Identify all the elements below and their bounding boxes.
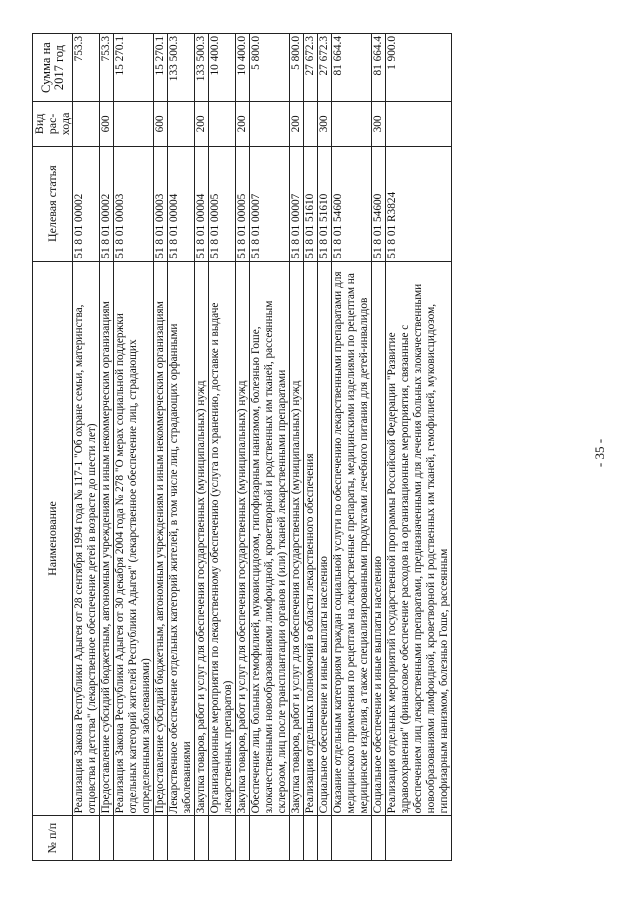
row-sum-cell: 27 672.3 bbox=[318, 34, 332, 102]
table-row bbox=[154, 34, 168, 861]
row-num-cell bbox=[290, 816, 304, 861]
row-num-cell bbox=[236, 816, 250, 861]
table-row bbox=[209, 34, 236, 861]
row-sum-cell: 10 400.0 bbox=[209, 34, 236, 102]
row-vid-cell: 600 bbox=[154, 102, 168, 147]
row-num-cell bbox=[332, 816, 372, 861]
row-name-cell: Реализация Закона Республики Адыгея от 30 декабря 2004 года № 278 "О мерах социальной поддержки отдельных категорий жителей Республики Адыгея" (лекарственное обеспечение лиц, страдающих определенными заболеваниями) bbox=[114, 261, 154, 816]
row-code-cell: 51 8 01 00002 bbox=[100, 146, 114, 261]
row-code-cell: 51 8 01 00005 bbox=[209, 146, 236, 261]
row-vid-cell bbox=[332, 102, 372, 147]
row-num-cell bbox=[304, 816, 318, 861]
row-sum-cell: 15 270.1 bbox=[114, 34, 154, 102]
header-num: № п/п bbox=[33, 816, 73, 861]
row-sum-cell: 27 672.3 bbox=[304, 34, 318, 102]
table-row bbox=[304, 34, 318, 861]
row-name-cell: Реализация отдельных полномочий в области лекарственного обеспечения bbox=[304, 261, 318, 816]
row-name-cell: Социальное обеспечение и иные выплаты населению bbox=[318, 261, 332, 816]
row-num-cell bbox=[154, 816, 168, 861]
table-body bbox=[73, 34, 452, 861]
row-vid-cell bbox=[250, 102, 290, 147]
row-sum-cell: 81 664.4 bbox=[332, 34, 372, 102]
row-vid-cell bbox=[168, 102, 195, 147]
header-vid: Вид рас- хода bbox=[33, 102, 73, 147]
page-number: - 35 - bbox=[592, 438, 607, 468]
row-name-cell: Предоставление субсидий бюджетным, автономным учреждениям и иным некоммерческим организациям bbox=[100, 261, 114, 816]
row-name-cell: Закупка товаров, работ и услуг для обеспечения государственных (муниципальных) нужд bbox=[236, 261, 250, 816]
table-row bbox=[332, 34, 372, 861]
row-sum-cell: 1 900.0 bbox=[386, 34, 452, 102]
table-row bbox=[290, 34, 304, 861]
header-name: Наименование bbox=[33, 261, 73, 816]
row-name-cell: Реализация Закона Республики Адыгея от 28 сентября 1994 года № 117-1 "Об охране семьи, материнства, отцовства и детства" (лекарственное обеспечение детей в возрасте до шести лет) bbox=[73, 261, 100, 816]
row-vid-cell: 300 bbox=[372, 102, 386, 147]
header-sum: Сумма на 2017 год bbox=[33, 34, 73, 102]
table-row bbox=[114, 34, 154, 861]
row-sum-cell: 15 270.1 bbox=[154, 34, 168, 102]
row-vid-cell: 200 bbox=[236, 102, 250, 147]
budget-table bbox=[32, 33, 452, 861]
row-code-cell: 51 8 01 54600 bbox=[332, 146, 372, 261]
row-name-cell: Оказание отдельным категориям граждан социальной услуги по обеспечению лекарственными препаратами для медицинского применения по рецептам на лекарственные препараты, медицинскими изделиями по рецептам на медицинские изделия, а также специализированными продуктами лечебного питания для детей-инвалидов bbox=[332, 261, 372, 816]
row-code-cell: 51 8 01 R3824 bbox=[386, 146, 452, 261]
row-num-cell bbox=[318, 816, 332, 861]
row-num-cell bbox=[195, 816, 209, 861]
row-name-cell: Социальное обеспечение и иные выплаты населению bbox=[372, 261, 386, 816]
header-code: Целевая статья bbox=[33, 146, 73, 261]
row-vid-cell bbox=[114, 102, 154, 147]
table-row bbox=[73, 34, 100, 861]
table-row bbox=[195, 34, 209, 861]
row-num-cell bbox=[386, 816, 452, 861]
row-num-cell bbox=[100, 816, 114, 861]
row-num-cell bbox=[168, 816, 195, 861]
row-code-cell: 51 8 01 51610 bbox=[318, 146, 332, 261]
row-num-cell bbox=[209, 816, 236, 861]
row-sum-cell: 10 400.0 bbox=[236, 34, 250, 102]
row-code-cell: 51 8 01 00004 bbox=[168, 146, 195, 261]
row-sum-cell: 133 500.3 bbox=[168, 34, 195, 102]
row-vid-cell: 300 bbox=[318, 102, 332, 147]
row-vid-cell bbox=[209, 102, 236, 147]
row-num-cell bbox=[372, 816, 386, 861]
table-row bbox=[100, 34, 114, 861]
table-row bbox=[318, 34, 332, 861]
row-num-cell bbox=[250, 816, 290, 861]
row-vid-cell: 200 bbox=[290, 102, 304, 147]
row-sum-cell: 753.3 bbox=[73, 34, 100, 102]
row-code-cell: 51 8 01 00007 bbox=[290, 146, 304, 261]
row-vid-cell bbox=[386, 102, 452, 147]
row-code-cell: 51 8 01 51610 bbox=[304, 146, 318, 261]
table-row bbox=[386, 34, 452, 861]
row-code-cell: 51 8 01 00005 bbox=[236, 146, 250, 261]
row-code-cell: 51 8 01 54600 bbox=[372, 146, 386, 261]
row-code-cell: 51 8 01 00003 bbox=[154, 146, 168, 261]
row-name-cell: Лекарственное обеспечение отдельных категорий жителей, в том числе лиц, страдающих орфанными заболеваниями bbox=[168, 261, 195, 816]
row-code-cell: 51 8 01 00004 bbox=[195, 146, 209, 261]
table-row bbox=[250, 34, 290, 861]
row-code-cell: 51 8 01 00003 bbox=[114, 146, 154, 261]
row-vid-cell bbox=[73, 102, 100, 147]
row-sum-cell: 5 800.0 bbox=[250, 34, 290, 102]
row-code-cell: 51 8 01 00002 bbox=[73, 146, 100, 261]
row-num-cell bbox=[114, 816, 154, 861]
row-name-cell: Обеспечение лиц, больных гемофилией, муковисцидозом, гипофизарным нанизмом, болезнью Гоше, злокачественными новообразованиями лимфоидной, кроветворной и родственных им тканей, рассеянным склерозом, лиц после трансплантации органов и (или) тканей лекарственными препаратами bbox=[250, 261, 290, 816]
row-vid-cell bbox=[304, 102, 318, 147]
row-name-cell: Предоставление субсидий бюджетным, автономным учреждениям и иным некоммерческим организациям bbox=[154, 261, 168, 816]
row-name-cell: Закупка товаров, работ и услуг для обеспечения государственных (муниципальных) нужд bbox=[290, 261, 304, 816]
table-header-row bbox=[33, 34, 73, 861]
row-vid-cell: 600 bbox=[100, 102, 114, 147]
row-code-cell: 51 8 01 00007 bbox=[250, 146, 290, 261]
table-row bbox=[168, 34, 195, 861]
table-row bbox=[372, 34, 386, 861]
row-name-cell: Организационные мероприятия по лекарственному обеспечению (услуга по хранению, доставке и выдаче лекарственных препаратов) bbox=[209, 261, 236, 816]
row-sum-cell: 753.3 bbox=[100, 34, 114, 102]
row-sum-cell: 133 500.3 bbox=[195, 34, 209, 102]
row-name-cell: Закупка товаров, работ и услуг для обеспечения государственных (муниципальных) нужд bbox=[195, 261, 209, 816]
row-name-cell: Реализация отдельных мероприятий государственной программы Российской Федерации "Развитие здравоохранения" (финансовое обеспечение расходов на организационные мероприятия, связанные с обеспечением лиц лекарственными препаратами, предназначенными для лечения больных злокачественными новообразованиями лимфоидной, кроветворной и родственных им тканей, гемофилией, муковисцидозом, гипофизарным нанизмом, болезнью Гоше, рассеянным bbox=[386, 261, 452, 816]
row-vid-cell: 200 bbox=[195, 102, 209, 147]
table-row bbox=[236, 34, 250, 861]
row-sum-cell: 81 664.4 bbox=[372, 34, 386, 102]
row-sum-cell: 5 800.0 bbox=[290, 34, 304, 102]
row-num-cell bbox=[73, 816, 100, 861]
